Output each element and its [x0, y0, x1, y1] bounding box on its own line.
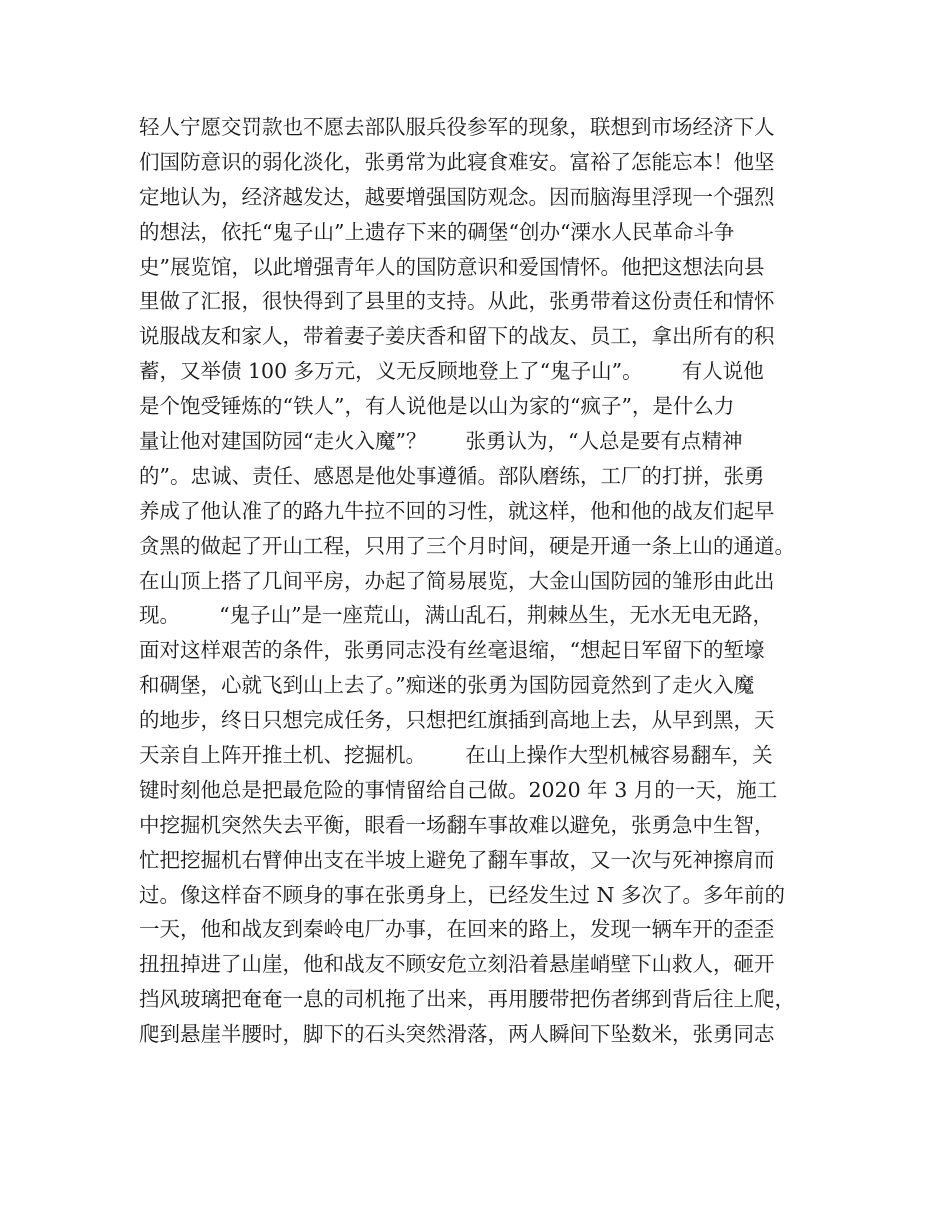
- text-line: 蓄，又举债 100 多万元，义无反顾地登上了“鬼子山”。 有人说他: [139, 359, 764, 384]
- text-line: 扭扭掉进了山崖，他和战友不顾安危立刻沿着悬崖峭壁下山救人，砸开: [139, 952, 775, 977]
- text-line: 一天，他和战友到秦岭电厂办事，在回来的路上，发现一辆车开的歪歪: [139, 917, 775, 942]
- text-line: 面对这样艰苦的条件，张勇同志没有丝毫退缩，“想起日军留下的堑壕: [139, 638, 765, 663]
- text-line: 的”。忠诚、责任、感恩是他处事遵循。部队磨练，工厂的打拼，张勇: [139, 463, 765, 488]
- text-line: 轻人宁愿交罚款也不愿去部队服兵役参军的现象，联想到市场经济下人: [139, 115, 775, 139]
- body-text: [139, 110, 829, 1052]
- text-line: 现。 “鬼子山”是一座荒山，满山乱石，荆棘丛生，无水无电无路，: [139, 603, 774, 628]
- text-line: 里做了汇报，很快得到了县里的支持。从此，张勇带着这份责任和情怀: [139, 289, 775, 314]
- text-line: 挡风玻璃把奄奄一息的司机拖了出来，再用腰带把伤者绑到背后往上爬，: [139, 987, 795, 1012]
- text-line: 史”展览馆，以此增强青年人的国防意识和爱国情怀。他把这想法向县: [139, 254, 765, 279]
- text-line: 们国防意识的弱化淡化，张勇常为此寝食难安。富裕了怎能忘本！他坚: [139, 149, 775, 174]
- text-line: 键时刻他总是把最危险的事情留给自己做。2020 年 3 月的一天，施工: [139, 777, 778, 802]
- text-line: 忙把挖掘机右臂伸出支在半坡上避免了翻车事故，又一次与死神擦肩而: [139, 847, 775, 872]
- text-line: 定地认为，经济越发达，越要增强国防观念。因而脑海里浮现一个强烈: [139, 184, 775, 209]
- text-line: 的想法，依托“鬼子山”上遗存下来的碉堡“创办“溧水人民革命斗争: [139, 219, 735, 244]
- text-line: 过。像这样奋不顾身的事在张勇身上，已经发生过 N 多次了。多年前的: [139, 882, 785, 907]
- text-line: 养成了他认准了的路九牛拉不回的习性，就这样，他和他的战友们起早: [139, 498, 775, 523]
- text-line: 中挖掘机突然失去平衡，眼看一场翻车事故难以避免，张勇急中生智，: [139, 812, 775, 837]
- text-line: 贪黑的做起了开山工程，只用了三个月时间，硬是开通一条上山的通道。: [139, 533, 795, 558]
- text-line: 说服战友和家人，带着妻子姜庆香和留下的战友、员工，拿出所有的积: [139, 324, 775, 349]
- text-line: 量让他对建国防园“走火入魔”？ 张勇认为，“人总是要有点精神: [139, 429, 743, 454]
- text-line: 在山顶上搭了几间平房，办起了简易展览，大金山国防园的雏形由此出: [139, 568, 775, 593]
- text-line: 的地步，终日只想完成任务，只想把红旗插到高地上去，从早到黑，天: [139, 708, 775, 733]
- text-line: 爬到悬崖半腰时，脚下的石头突然滑落，两人瞬间下坠数米，张勇同志: [139, 1022, 775, 1047]
- text-line: 天亲自上阵开推土机、挖掘机。 在山上操作大型机械容易翻车，关: [139, 743, 773, 768]
- text-line: 是个饱受锤炼的“铁人”，有人说他是以山为家的“疯子”，是什么力: [139, 394, 735, 419]
- text-line: 和碉堡，心就飞到山上去了。”痴迷的张勇为国防园竟然到了走火入魔: [139, 673, 755, 698]
